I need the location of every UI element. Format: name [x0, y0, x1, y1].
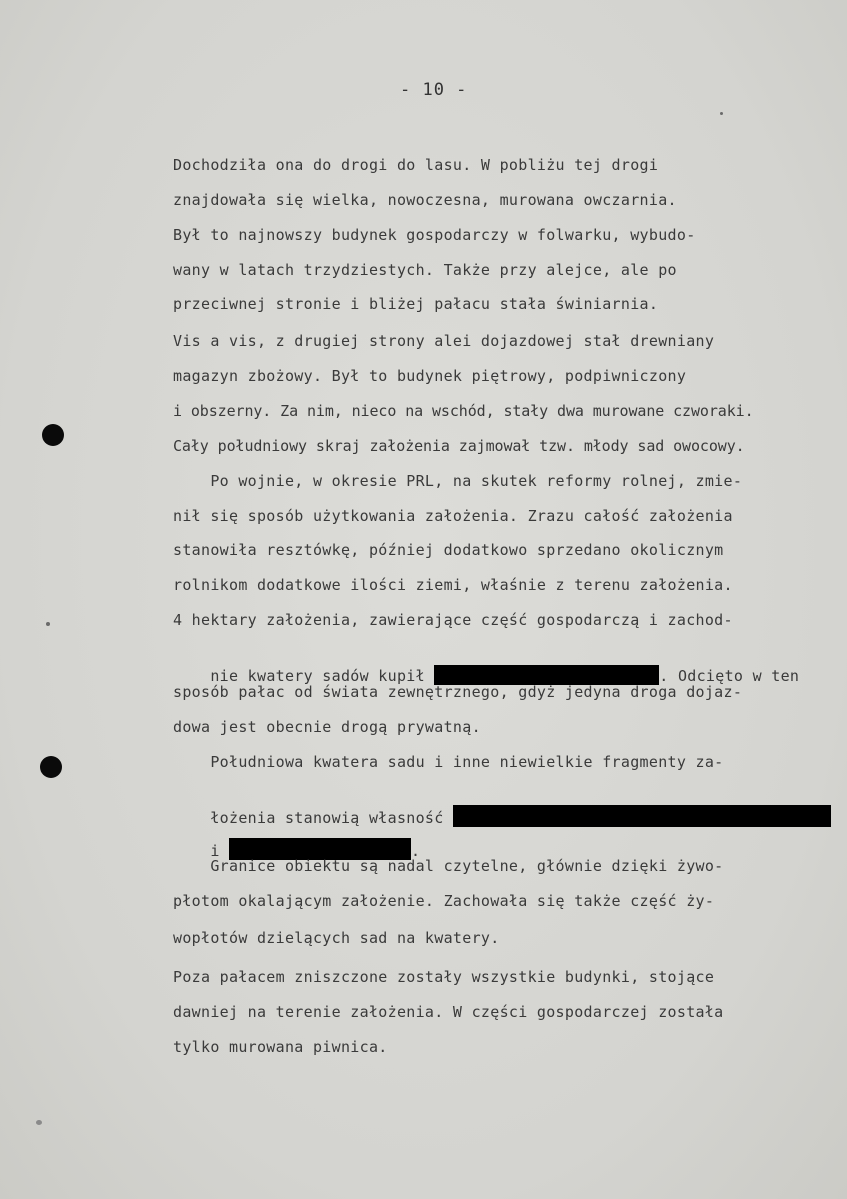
text-line: magazyn zbożowy. Był to budynek piętrowy, podpiwniczony — [173, 367, 687, 385]
punch-hole — [40, 756, 62, 778]
text-line: nił się sposób użytkowania założenia. Zrazu całość założenia — [173, 507, 733, 525]
text-line: Był to najnowszy budynek gospodarczy w folwarku, wybudo- — [173, 226, 696, 244]
text-fragment: . Odcięto w ten — [659, 667, 800, 685]
text-line: rolnikom dodatkowe ilości ziemi, właśnie z terenu założenia. — [173, 576, 733, 594]
redaction-bar — [434, 665, 659, 685]
text-line: dawniej na terenie założenia. W części gospodarczej została — [173, 1003, 724, 1021]
text-line: stanowiła resztówkę, później dodatkowo sprzedano okolicznym — [173, 541, 724, 559]
text-line: przeciwnej stronie i bliżej pałacu stała świniarnia. — [173, 295, 659, 313]
text-line: Poza pałacem zniszczone zostały wszystkie budynki, stojące — [173, 968, 715, 986]
page-number: - 10 - — [400, 80, 468, 100]
text-fragment: łożenia stanowią własność — [210, 809, 453, 827]
text-line: i obszerny. Za nim, nieco na wschód, stały dwa murowane czworaki. — [173, 402, 754, 420]
text-line: Granice obiektu są nadal czytelne, głównie dzięki żywo- — [173, 857, 724, 875]
text-fragment: i — [210, 842, 229, 860]
text-line: 4 hektary założenia, zawierające część gospodarczą i zachod- — [173, 611, 733, 629]
text-line: Vis a vis, z drugiej strony alei dojazdowej stał drewniany — [173, 332, 715, 350]
paper-speck — [36, 1120, 42, 1125]
text-line: Południowa kwatera sadu i inne niewielkie fragmenty za- — [173, 753, 724, 771]
paper-speck — [720, 112, 723, 115]
text-line: znajdowała się wielka, nowoczesna, murowana owczarnia. — [173, 191, 677, 209]
text-line: Cały południowy skraj założenia zajmował tzw. młody sad owocowy. — [173, 437, 745, 455]
text-line: wany w latach trzydziestych. Także przy alejce, ale po — [173, 261, 677, 279]
text-line: tylko murowana piwnica. — [173, 1038, 388, 1056]
text-line: sposób pałac od świata zewnętrznego, gdyż jedyna droga dojaz- — [173, 683, 743, 701]
text-line: Dochodziła ona do drogi do lasu. W pobliżu tej drogi — [173, 156, 659, 174]
text-fragment: . — [411, 842, 421, 860]
paper-speck — [46, 622, 50, 626]
text-fragment: nie kwatery sadów kupił — [210, 667, 435, 685]
text-line: dowa jest obecnie drogą prywatną. — [173, 718, 481, 736]
text-line: Po wojnie, w okresie PRL, na skutek reformy rolnej, zmie- — [173, 472, 743, 490]
redaction-bar — [453, 805, 831, 827]
text-line: wopłotów dzielących sad na kwatery. — [173, 929, 500, 947]
punch-hole — [42, 424, 64, 446]
text-line: płotom okalającym założenie. Zachowała się także część ży- — [173, 892, 715, 910]
